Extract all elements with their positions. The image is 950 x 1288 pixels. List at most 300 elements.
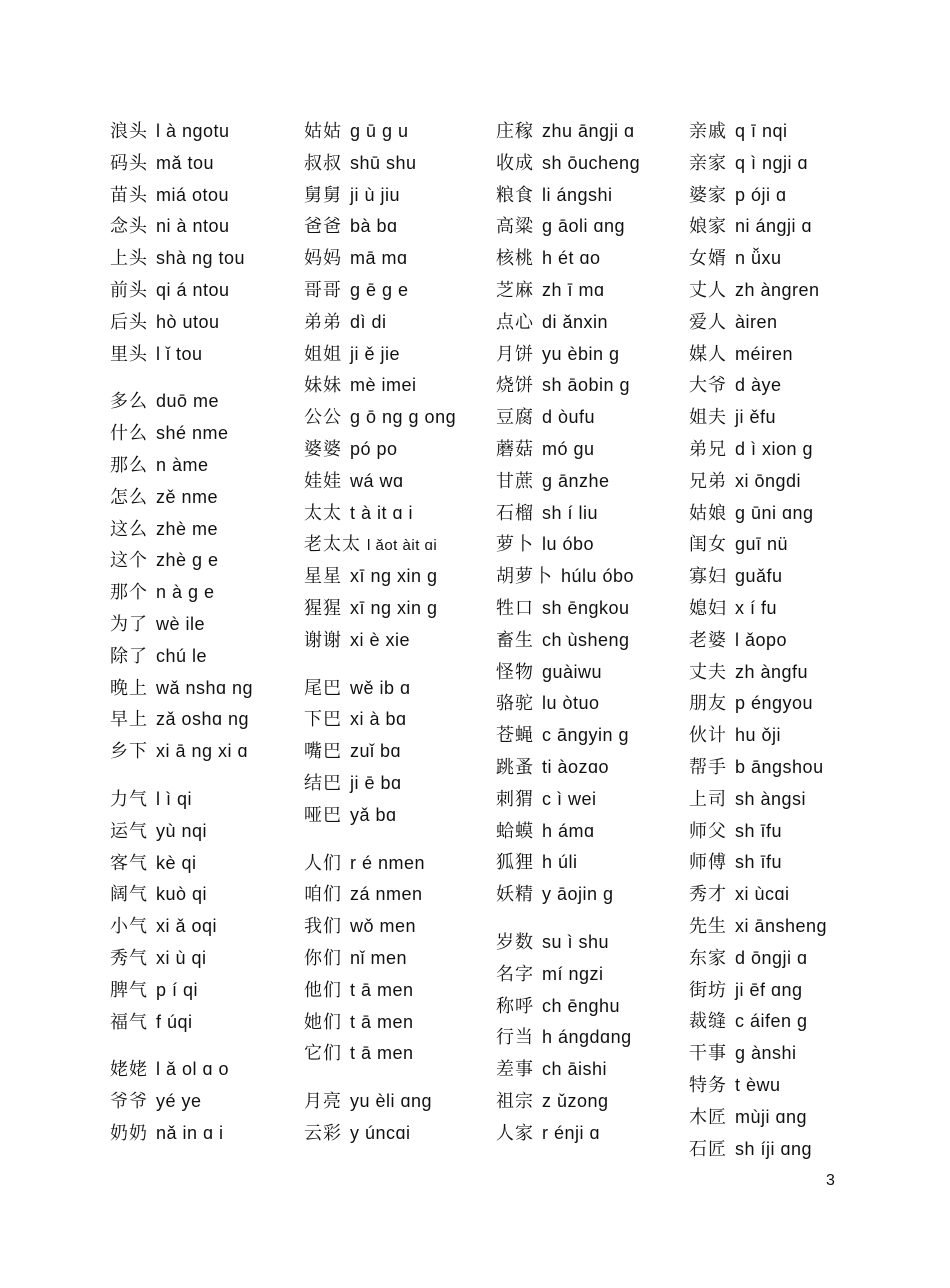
entry-hanzi: 怪物 xyxy=(496,661,534,683)
entry-pinyin: n ǚxu xyxy=(735,248,782,269)
entry-hanzi: 除了 xyxy=(110,645,148,667)
vocabulary-entry xyxy=(496,752,686,784)
vocabulary-entry xyxy=(689,498,879,530)
entry-pinyin: ji ù jiu xyxy=(350,184,401,205)
vocabulary-entry xyxy=(110,577,300,609)
entry-pinyin: g ō ng g ong xyxy=(350,407,457,428)
entry-hanzi: 跳蚤 xyxy=(496,756,534,778)
entry-hanzi: 弟弟 xyxy=(304,311,342,333)
entry-hanzi: 老婆 xyxy=(689,629,727,651)
vocabulary-entry xyxy=(110,879,300,911)
vocabulary-entry xyxy=(689,975,879,1007)
entry-hanzi: 奶奶 xyxy=(110,1122,148,1144)
entry-pinyin: d àye xyxy=(735,375,782,396)
vocabulary-entry xyxy=(689,180,879,212)
entry-hanzi: 我们 xyxy=(304,916,342,938)
entry-hanzi: 那么 xyxy=(110,454,148,476)
vocabulary-entry xyxy=(689,752,879,784)
entry-pinyin: sh īfu xyxy=(735,852,783,873)
entry-hanzi: 下巴 xyxy=(304,709,342,731)
vocabulary-entry xyxy=(689,466,879,498)
vocabulary-entry xyxy=(496,1086,686,1118)
entry-pinyin: ji ě jie xyxy=(350,343,401,364)
entry-hanzi: 女婿 xyxy=(689,248,727,270)
vocabulary-entry xyxy=(110,1007,300,1039)
vocabulary-entry xyxy=(304,848,494,880)
entry-pinyin: sh ēngkou xyxy=(542,597,630,618)
vocabulary-entry xyxy=(496,657,686,689)
entry-pinyin: mí ngzi xyxy=(542,963,604,984)
vocabulary-entry xyxy=(304,275,494,307)
vocabulary-entry xyxy=(304,879,494,911)
entry-hanzi: 上头 xyxy=(110,248,148,270)
entry-pinyin: yu èli ɑng xyxy=(350,1091,433,1112)
entry-hanzi: 力气 xyxy=(110,788,148,810)
entry-hanzi: 云彩 xyxy=(304,1122,342,1144)
entry-pinyin: ji ěfu xyxy=(735,407,777,428)
entry-hanzi: 师傅 xyxy=(689,852,727,874)
entry-pinyin: guàiwu xyxy=(542,661,603,682)
entry-hanzi: 姥姥 xyxy=(110,1059,148,1081)
vocabulary-entry xyxy=(304,370,494,402)
vocabulary-entry xyxy=(496,927,686,959)
entry-pinyin: l ǎ ol ɑ o xyxy=(156,1059,230,1080)
vocabulary-entry xyxy=(496,879,686,911)
vocabulary-entry xyxy=(304,593,494,625)
entry-hanzi: 客气 xyxy=(110,852,148,874)
entry-hanzi: 月饼 xyxy=(496,343,534,365)
entry-pinyin: b āngshou xyxy=(735,756,824,777)
vocabulary-entry xyxy=(304,625,494,657)
entry-hanzi: 人家 xyxy=(496,1122,534,1144)
vocabulary-entry xyxy=(304,943,494,975)
vocabulary-column-3 xyxy=(496,116,686,1150)
vocabulary-entry xyxy=(496,784,686,816)
entry-pinyin: miá otou xyxy=(156,184,230,205)
entry-hanzi: 姑姑 xyxy=(304,121,342,142)
vocabulary-entry xyxy=(110,386,300,418)
entry-hanzi: 粮食 xyxy=(496,184,534,206)
entry-hanzi: 称呼 xyxy=(496,995,534,1017)
entry-hanzi: 舅舅 xyxy=(304,184,342,206)
vocabulary-entry xyxy=(110,148,300,180)
entry-pinyin: c áifen g xyxy=(735,1011,808,1032)
entry-pinyin: zh àngren xyxy=(735,279,820,300)
vocabulary-entry xyxy=(304,911,494,943)
vocabulary-entry xyxy=(110,816,300,848)
entry-pinyin: ti àozɑo xyxy=(542,756,610,777)
entry-hanzi: 后头 xyxy=(110,311,148,333)
entry-hanzi: 裁缝 xyxy=(689,1011,727,1033)
entry-hanzi: 胡萝卜 xyxy=(496,566,553,588)
entry-pinyin: shé nme xyxy=(156,423,229,444)
vocabulary-entry xyxy=(110,545,300,577)
vocabulary-entry xyxy=(304,561,494,593)
entry-hanzi: 蛤蟆 xyxy=(496,820,534,842)
vocabulary-entry xyxy=(689,879,879,911)
vocabulary-entry xyxy=(689,561,879,593)
entry-pinyin: sh āobin g xyxy=(542,375,631,396)
entry-pinyin: guī nü xyxy=(735,534,789,555)
entry-pinyin: xi ānsheng xyxy=(735,915,828,936)
entry-hanzi: 苍蝇 xyxy=(496,725,534,747)
entry-hanzi: 岁数 xyxy=(496,931,534,953)
entry-hanzi: 姐姐 xyxy=(304,343,342,365)
vocabulary-entry xyxy=(689,688,879,720)
entry-hanzi: 妖精 xyxy=(496,884,534,906)
vocabulary-entry xyxy=(496,466,686,498)
vocabulary-entry xyxy=(689,434,879,466)
entry-pinyin: shà ng tou xyxy=(156,248,246,269)
vocabulary-entry xyxy=(496,1118,686,1150)
entry-hanzi: 哥哥 xyxy=(304,279,342,301)
entry-hanzi: 秀才 xyxy=(689,884,727,906)
entry-hanzi: 人们 xyxy=(304,852,342,874)
entry-pinyin: mè imei xyxy=(350,375,417,396)
entry-hanzi: 娃娃 xyxy=(304,470,342,492)
entry-hanzi: 她们 xyxy=(304,1011,342,1033)
vocabulary-entry xyxy=(110,116,300,148)
vocabulary-entry xyxy=(496,625,686,657)
entry-pinyin: wě ib ɑ xyxy=(350,677,411,698)
entry-pinyin: l ǎot àit ɑi xyxy=(367,537,438,555)
vocabulary-entry xyxy=(304,1118,494,1150)
entry-hanzi: 差事 xyxy=(496,1059,534,1081)
entry-pinyin: mó gu xyxy=(542,438,595,459)
entry-hanzi: 这个 xyxy=(110,550,148,572)
entry-hanzi: 东家 xyxy=(689,947,727,969)
entry-hanzi: 芝麻 xyxy=(496,279,534,301)
vocabulary-entry xyxy=(689,1038,879,1070)
entry-hanzi: 丈人 xyxy=(689,279,727,301)
entry-pinyin: xī ng xin g xyxy=(350,597,438,618)
vocabulary-entry xyxy=(110,975,300,1007)
vocabulary-entry xyxy=(689,593,879,625)
vocabulary-entry xyxy=(496,593,686,625)
entry-hanzi: 刺猬 xyxy=(496,788,534,810)
vocabulary-entry xyxy=(304,498,494,530)
vocabulary-entry xyxy=(496,307,686,339)
entry-hanzi: 特务 xyxy=(689,1074,727,1096)
entry-pinyin: ji ē bɑ xyxy=(350,772,402,793)
vocabulary-entry xyxy=(689,657,879,689)
vocabulary-entry xyxy=(689,816,879,848)
entry-hanzi: 老太太 xyxy=(304,534,361,556)
entry-pinyin: li ángshi xyxy=(542,184,613,205)
entry-hanzi: 脾气 xyxy=(110,979,148,1001)
entry-pinyin: sh íji ɑng xyxy=(735,1138,813,1159)
entry-pinyin: chú le xyxy=(156,645,208,666)
entry-hanzi: 干事 xyxy=(689,1043,727,1065)
entry-pinyin: c āngyin g xyxy=(542,725,630,746)
vocabulary-entry xyxy=(110,307,300,339)
entry-hanzi: 妈妈 xyxy=(304,248,342,270)
vocabulary-entry xyxy=(689,370,879,402)
entry-pinyin: l à ngotu xyxy=(156,121,230,141)
entry-pinyin: l ǐ tou xyxy=(156,343,203,364)
entry-hanzi: 运气 xyxy=(110,820,148,842)
entry-pinyin: t à it ɑ i xyxy=(350,502,414,523)
vocabulary-entry xyxy=(689,943,879,975)
entry-hanzi: 木匠 xyxy=(689,1106,727,1128)
entry-hanzi: 甘蔗 xyxy=(496,470,534,492)
entry-hanzi: 月亮 xyxy=(304,1091,342,1113)
entry-hanzi: 姑娘 xyxy=(689,502,727,524)
entry-pinyin: h ámɑ xyxy=(542,820,595,841)
entry-hanzi: 多么 xyxy=(110,391,148,413)
entry-pinyin: xi ā ng xi ɑ xyxy=(156,741,249,762)
entry-hanzi: 庄稼 xyxy=(496,121,534,142)
entry-hanzi: 谢谢 xyxy=(304,629,342,651)
vocabulary-entry xyxy=(496,1054,686,1086)
entry-pinyin: g āoli ɑng xyxy=(542,216,626,237)
entry-hanzi: 这么 xyxy=(110,518,148,540)
vocabulary-entry xyxy=(110,609,300,641)
entry-pinyin: sh í liu xyxy=(542,502,599,523)
entry-hanzi: 婆家 xyxy=(689,184,727,206)
entry-hanzi: 祖宗 xyxy=(496,1090,534,1112)
entry-hanzi: 媳妇 xyxy=(689,597,727,619)
vocabulary-entry xyxy=(304,1086,494,1118)
entry-pinyin: kuò qi xyxy=(156,884,208,905)
entry-hanzi: 那个 xyxy=(110,582,148,604)
entry-pinyin: t èwu xyxy=(735,1074,781,1095)
vocabulary-entry xyxy=(110,418,300,450)
entry-pinyin: d òufu xyxy=(542,407,596,428)
vocabulary-entry xyxy=(496,561,686,593)
entry-hanzi: 媒人 xyxy=(689,343,727,365)
entry-pinyin: n à g e xyxy=(156,582,215,603)
entry-pinyin: nǎ in ɑ i xyxy=(156,1122,224,1143)
entry-pinyin: xī ng xin g xyxy=(350,566,438,587)
vocabulary-entry xyxy=(304,704,494,736)
entry-pinyin: zuǐ bɑ xyxy=(350,741,402,762)
entry-hanzi: 你们 xyxy=(304,947,342,969)
entry-hanzi: 爱人 xyxy=(689,311,727,333)
entry-hanzi: 寡妇 xyxy=(689,566,727,588)
vocabulary-entry xyxy=(689,116,879,148)
entry-pinyin: g ē g e xyxy=(350,279,409,300)
vocabulary-entry xyxy=(304,402,494,434)
vocabulary-entry xyxy=(496,688,686,720)
entry-pinyin: mā mɑ xyxy=(350,248,408,269)
entry-pinyin: qi á ntou xyxy=(156,279,230,300)
vocabulary-entry xyxy=(496,959,686,991)
entry-pinyin: lu òtuo xyxy=(542,693,600,714)
entry-pinyin: wá wɑ xyxy=(350,470,404,491)
vocabulary-entry xyxy=(496,991,686,1023)
vocabulary-column-2 xyxy=(304,116,494,1150)
vocabulary-entry xyxy=(496,847,686,879)
vocabulary-entry xyxy=(496,243,686,275)
vocabulary-entry xyxy=(110,1086,300,1118)
entry-hanzi: 咱们 xyxy=(304,884,342,906)
vocabulary-entry xyxy=(689,625,879,657)
entry-hanzi: 太太 xyxy=(304,502,342,524)
entry-hanzi: 妹妹 xyxy=(304,375,342,397)
entry-pinyin: zhè g e xyxy=(156,550,219,571)
entry-pinyin: g ū g u xyxy=(350,121,409,141)
entry-pinyin: nǐ men xyxy=(350,947,408,968)
vocabulary-entry xyxy=(110,275,300,307)
entry-hanzi: 萝卜 xyxy=(496,534,534,556)
entry-hanzi: 浪头 xyxy=(110,121,148,142)
vocabulary-entry xyxy=(496,1022,686,1054)
entry-pinyin: mùji ɑng xyxy=(735,1106,808,1127)
entry-pinyin: yu èbin g xyxy=(542,343,620,364)
vocabulary-entry xyxy=(689,1070,879,1102)
entry-hanzi: 豆腐 xyxy=(496,407,534,429)
entry-pinyin: g ānzhe xyxy=(542,470,610,491)
vocabulary-entry xyxy=(689,1102,879,1134)
entry-pinyin: q ī nqi xyxy=(735,121,788,141)
entry-hanzi: 高粱 xyxy=(496,216,534,238)
vocabulary-entry xyxy=(689,1134,879,1166)
entry-pinyin: hò utou xyxy=(156,311,220,332)
entry-pinyin: hu ǒji xyxy=(735,725,782,746)
vocabulary-entry xyxy=(496,180,686,212)
entry-pinyin: su ì shu xyxy=(542,931,610,952)
entry-pinyin: q ì ngji ɑ xyxy=(735,152,809,173)
entry-pinyin: p éngyou xyxy=(735,693,814,714)
entry-pinyin: méiren xyxy=(735,343,794,364)
entry-hanzi: 娘家 xyxy=(689,216,727,238)
entry-hanzi: 石匠 xyxy=(689,1138,727,1160)
vocabulary-entry xyxy=(304,243,494,275)
entry-pinyin: h ét ɑo xyxy=(542,248,601,269)
entry-pinyin: wǒ men xyxy=(350,916,417,937)
vocabulary-entry xyxy=(110,704,300,736)
entry-hanzi: 它们 xyxy=(304,1043,342,1065)
entry-pinyin: dì di xyxy=(350,311,387,332)
entry-pinyin: f úqi xyxy=(156,1011,193,1032)
entry-pinyin: wè ile xyxy=(156,613,206,634)
entry-hanzi: 前头 xyxy=(110,279,148,301)
entry-pinyin: x í fu xyxy=(735,597,778,618)
entry-pinyin: p óji ɑ xyxy=(735,184,787,205)
vocabulary-entry xyxy=(110,339,300,371)
entry-hanzi: 什么 xyxy=(110,423,148,445)
vocabulary-entry xyxy=(689,847,879,879)
entry-hanzi: 为了 xyxy=(110,613,148,635)
entry-pinyin: d ōngji ɑ xyxy=(735,947,808,968)
vocabulary-entry xyxy=(110,641,300,673)
entry-pinyin: bà bɑ xyxy=(350,216,398,237)
entry-pinyin: zh ī mɑ xyxy=(542,279,605,300)
entry-pinyin: ni à ntou xyxy=(156,216,230,237)
vocabulary-entry xyxy=(304,1007,494,1039)
entry-hanzi: 朋友 xyxy=(689,693,727,715)
entry-hanzi: 帮手 xyxy=(689,756,727,778)
vocabulary-entry xyxy=(689,275,879,307)
entry-hanzi: 闺女 xyxy=(689,534,727,556)
entry-pinyin: t ā men xyxy=(350,1011,414,1032)
entry-hanzi: 兄弟 xyxy=(689,470,727,492)
vocabulary-entry xyxy=(689,529,879,561)
entry-pinyin: ch āishi xyxy=(542,1059,608,1080)
entry-hanzi: 核桃 xyxy=(496,248,534,270)
entry-pinyin: ch ēnghu xyxy=(542,995,621,1016)
entry-pinyin: xi è xie xyxy=(350,629,411,650)
entry-hanzi: 爸爸 xyxy=(304,216,342,238)
entry-hanzi: 早上 xyxy=(110,709,148,731)
entry-pinyin: ji ēf ɑng xyxy=(735,979,803,1000)
entry-pinyin: xi ǎ oqi xyxy=(156,916,218,937)
entry-pinyin: duō me xyxy=(156,391,220,412)
vocabulary-entry xyxy=(304,434,494,466)
vocabulary-entry xyxy=(110,180,300,212)
entry-hanzi: 他们 xyxy=(304,979,342,1001)
entry-pinyin: r é nmen xyxy=(350,852,426,873)
entry-pinyin: y úncɑi xyxy=(350,1122,411,1143)
entry-pinyin: kè qi xyxy=(156,852,197,873)
vocabulary-entry xyxy=(304,180,494,212)
entry-pinyin: yù nqi xyxy=(156,820,208,841)
entry-pinyin: sh īfu xyxy=(735,820,783,841)
entry-pinyin: zě nme xyxy=(156,486,219,507)
entry-hanzi: 哑巴 xyxy=(304,804,342,826)
entry-hanzi: 上司 xyxy=(689,788,727,810)
vocabulary-entry xyxy=(110,943,300,975)
vocabulary-entry xyxy=(304,736,494,768)
entry-hanzi: 师父 xyxy=(689,820,727,842)
entry-pinyin: zǎ oshɑ ng xyxy=(156,709,250,730)
vocabulary-entry xyxy=(496,816,686,848)
entry-pinyin: g ūni ɑng xyxy=(735,502,814,523)
entry-pinyin: p í qi xyxy=(156,979,199,1000)
vocabulary-entry xyxy=(496,116,686,148)
entry-hanzi: 伙计 xyxy=(689,725,727,747)
vocabulary-entry xyxy=(689,211,879,243)
vocabulary-entry xyxy=(689,307,879,339)
vocabulary-entry xyxy=(304,529,494,561)
entry-pinyin: zh àngfu xyxy=(735,661,809,682)
vocabulary-entry xyxy=(496,434,686,466)
entry-pinyin: l ǎopo xyxy=(735,629,788,650)
entry-pinyin: n àme xyxy=(156,454,209,475)
entry-hanzi: 收成 xyxy=(496,152,534,174)
entry-hanzi: 丈夫 xyxy=(689,661,727,683)
entry-hanzi: 狐狸 xyxy=(496,852,534,874)
entry-pinyin: r énji ɑ xyxy=(542,1122,601,1143)
entry-pinyin: sh àngsi xyxy=(735,788,807,809)
entry-pinyin: d ì xion g xyxy=(735,438,814,459)
entry-pinyin: ch ùsheng xyxy=(542,629,630,650)
entry-pinyin: h ángdɑng xyxy=(542,1027,632,1048)
entry-hanzi: 烧饼 xyxy=(496,375,534,397)
vocabulary-entry xyxy=(110,848,300,880)
entry-pinyin: yé ye xyxy=(156,1091,202,1112)
entry-hanzi: 点心 xyxy=(496,311,534,333)
entry-hanzi: 畜生 xyxy=(496,629,534,651)
entry-pinyin: zhè me xyxy=(156,518,219,539)
vocabulary-entry xyxy=(304,339,494,371)
vocabulary-entry xyxy=(110,243,300,275)
entry-hanzi: 怎么 xyxy=(110,486,148,508)
entry-hanzi: 街坊 xyxy=(689,979,727,1001)
vocabulary-entry xyxy=(496,211,686,243)
entry-pinyin: lu óbo xyxy=(542,534,595,555)
entry-pinyin: guǎfu xyxy=(735,566,783,587)
entry-hanzi: 星星 xyxy=(304,566,342,588)
entry-hanzi: 福气 xyxy=(110,1011,148,1033)
vocabulary-entry xyxy=(496,402,686,434)
entry-hanzi: 码头 xyxy=(110,152,148,174)
vocabulary-entry xyxy=(304,307,494,339)
entry-hanzi: 嘴巴 xyxy=(304,741,342,763)
vocabulary-entry xyxy=(110,736,300,768)
entry-pinyin: xi ōngdi xyxy=(735,470,802,491)
